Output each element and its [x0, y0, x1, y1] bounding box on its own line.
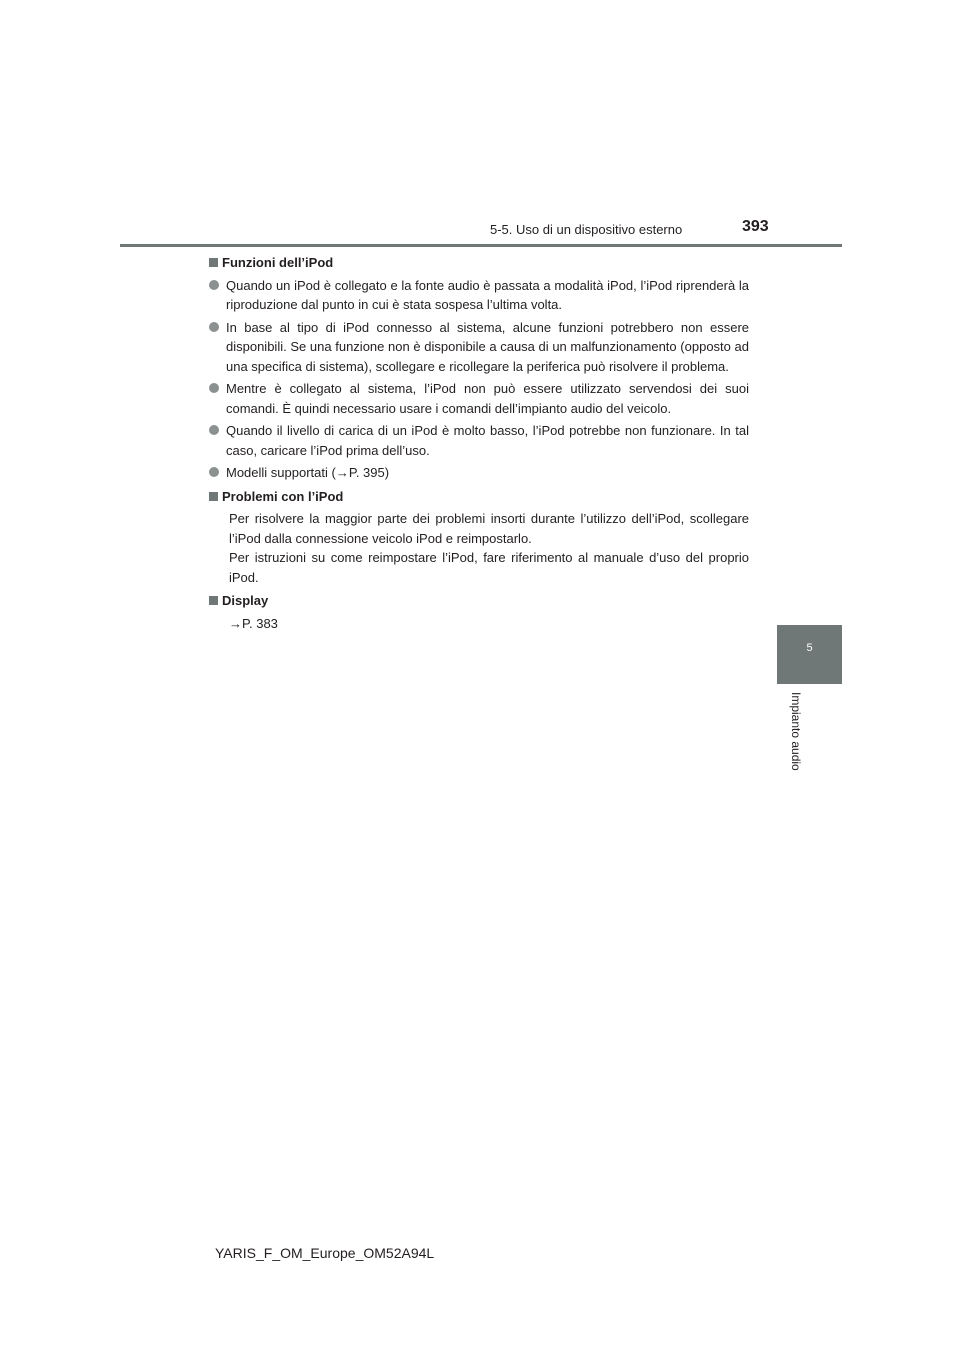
list-item [209, 379, 749, 418]
section-paragraph [209, 614, 749, 634]
footer-document-id: YARIS_F_OM_Europe_OM52A94L [215, 1245, 435, 1261]
list-item [209, 276, 749, 315]
section-ipod-problems [209, 487, 749, 588]
list-item-text: Mentre è collegato al sistema, l’iPod non può essere utilizzato servendosi dei suoi comandi. È quindi necessario usare i comandi dell’impianto audio del veicolo. [226, 381, 749, 416]
section-title: Problemi con l’iPod [222, 488, 344, 504]
section-title: Funzioni dell’iPod [222, 255, 334, 270]
page-reference-link[interactable]: →P. 383 [229, 615, 278, 631]
section-display [209, 591, 749, 633]
section-ipod-functions [209, 253, 749, 483]
section-title: Display [222, 593, 269, 608]
square-bullet-icon [209, 258, 218, 267]
section-heading [209, 487, 749, 507]
list-item-text: Modelli supportati (→P. 395) [226, 465, 390, 480]
chapter-number: 5 [806, 642, 813, 654]
header-divider [120, 244, 842, 247]
list-item [209, 421, 749, 460]
page-number: 393 [742, 218, 769, 235]
square-bullet-icon [209, 596, 218, 605]
chapter-tab [777, 625, 842, 684]
chapter-label: Impianto audio [789, 692, 803, 771]
circle-bullet-icon [209, 383, 219, 393]
section-paragraph [209, 509, 749, 587]
header-section-title: 5-5. Uso di un dispositivo esterno [490, 222, 683, 237]
list-item [209, 463, 749, 483]
list-item [209, 318, 749, 377]
square-bullet-icon [209, 492, 218, 501]
list-item-text: Quando un iPod è collegato e la fonte audio è passata a modalità iPod, l’iPod riprenderà la riproduzione dal punto in cui è stata sospesa l’ultima volta. [226, 277, 749, 312]
list-item-text: In base al tipo di iPod connesso al sistema, alcune funzioni potrebbero non essere disponibili. Se una funzione non è disponibile a causa di un malfunzionamento (opposto ad una specifica di sistema), scollegare e ricollegare la periferica può risolvere il problema. [226, 319, 749, 374]
section-heading [209, 253, 749, 273]
circle-bullet-icon [209, 425, 219, 435]
circle-bullet-icon [209, 280, 219, 290]
list-item-text: Quando il livello di carica di un iPod è molto basso, l’iPod potrebbe non funzionare. In tal caso, caricare l’iPod prima dell’uso. [226, 423, 749, 458]
circle-bullet-icon [209, 467, 219, 477]
circle-bullet-icon [209, 322, 219, 332]
page-content [209, 253, 749, 637]
section-heading [209, 591, 749, 611]
paragraph-text: Per istruzioni su come reimpostare l’iPod, fare riferimento al manuale d’uso del proprio iPod. [229, 550, 749, 585]
paragraph-text: Per risolvere la maggior parte dei problemi insorti durante l’utilizzo dell’iPod, scollegare l’iPod dalla connessione veicolo iPod e reimpostarlo. [229, 511, 749, 546]
